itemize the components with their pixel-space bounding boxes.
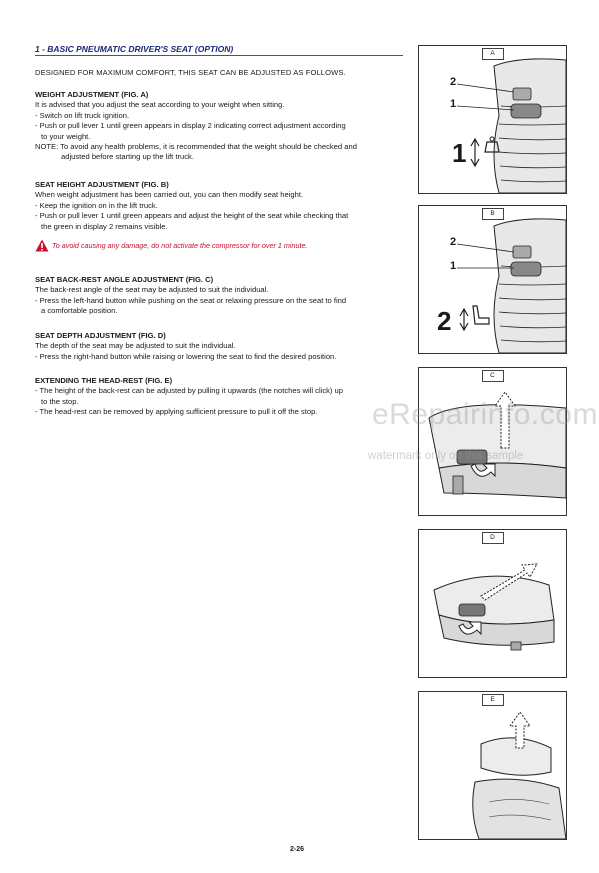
headrest-heading: EXTENDING THE HEAD-REST (FIG. E) — [35, 376, 173, 385]
watermark-brand: eRepairinfo.com — [372, 398, 598, 431]
callout-1: 1 — [450, 260, 457, 272]
callout-2: 2 — [450, 76, 457, 88]
height-line: - Push or pull lever 1 until green appears and adjust the height of the seat while checking that — [35, 211, 349, 221]
figure-b — [418, 205, 567, 354]
headrest-line: - The head-rest can be removed by applying sufficient pressure to pull it off the stop. — [35, 407, 318, 417]
weight-line: - Switch on lift truck ignition. — [35, 110, 130, 120]
headrest-line: to the stop. — [41, 396, 79, 406]
intro-text: DESIGNED FOR MAXIMUM COMFORT, THIS SEAT CAN BE ADJUSTED AS FOLLOWS. — [35, 68, 346, 77]
weight-section — [35, 90, 407, 163]
seat-depth-illustration — [419, 530, 566, 677]
weight-note: NOTE: To avoid any health problems, it is recommended that the weight should be checked and — [35, 142, 357, 152]
callout-2: 2 — [450, 236, 457, 248]
figure-label: D — [482, 532, 504, 544]
page-number: 2-26 — [290, 846, 305, 853]
height-line: When weight adjustment has been carried out, you can then modify seat height. — [35, 190, 304, 200]
figure-e — [418, 691, 567, 840]
callout-1: 1 — [450, 98, 457, 110]
height-line: the green in display 2 remains visible. — [41, 221, 168, 231]
weight-line: - Push or pull lever 1 until green appears in display 2 indicating correct adjustment according — [35, 121, 346, 131]
weight-line: It is advised that you adjust the seat according to your weight when sitting. — [35, 100, 285, 110]
weight-note: adjusted before starting up the lift truck. — [61, 152, 194, 162]
headrest-line: - The height of the back-rest can be adjusted by pulling it upwards (the notches will click) up — [35, 386, 343, 396]
height-heading: SEAT HEIGHT ADJUSTMENT (FIG. B) — [35, 180, 169, 189]
figure-c — [418, 367, 567, 516]
figure-label: C — [482, 370, 504, 382]
figure-label: E — [482, 694, 504, 706]
figure-label: B — [482, 208, 504, 220]
watermark-note: watermark only on this sample — [368, 450, 524, 462]
backrest-heading: SEAT BACK-REST ANGLE ADJUSTMENT (FIG. C) — [35, 275, 214, 284]
figure-a — [418, 45, 567, 194]
depth-heading: SEAT DEPTH ADJUSTMENT (FIG. D) — [35, 331, 166, 340]
height-section — [35, 180, 407, 232]
section-title: 1 - BASIC PNEUMATIC DRIVER'S SEAT (OPTION) — [35, 44, 403, 56]
weight-line: to your weight. — [41, 131, 91, 141]
depth-line: The depth of the seat may be adjusted to suit the individual. — [35, 341, 236, 351]
figure-label: A — [482, 48, 504, 60]
lever-number: 2 — [437, 306, 452, 336]
backrest-line: The back-rest angle of the seat may be adjusted to suit the individual. — [35, 285, 269, 295]
headrest-section — [35, 376, 407, 418]
depth-line: - Press the right-hand button while raising or lowering the seat to find the desired position. — [35, 351, 337, 361]
warning-text: To avoid causing any damage, do not activate the compressor for over 1 minute. — [52, 241, 308, 250]
warning-icon — [35, 239, 49, 252]
warning-note — [35, 239, 307, 252]
figure-d — [418, 529, 567, 678]
depth-section — [35, 331, 407, 362]
backrest-line: a comfortable position. — [41, 306, 118, 316]
seat-weight-illustration — [419, 46, 566, 193]
backrest-section — [35, 275, 407, 317]
headrest-illustration — [419, 692, 566, 839]
weight-heading: WEIGHT ADJUSTMENT (FIG. A) — [35, 90, 149, 99]
backrest-line: - Press the left-hand button while pushing on the seat or relaxing pressure on the seat to find — [35, 295, 347, 305]
height-line: - Keep the ignition on in the lift truck. — [35, 200, 158, 210]
backrest-angle-illustration — [419, 368, 566, 515]
lever-number: 1 — [452, 138, 467, 168]
